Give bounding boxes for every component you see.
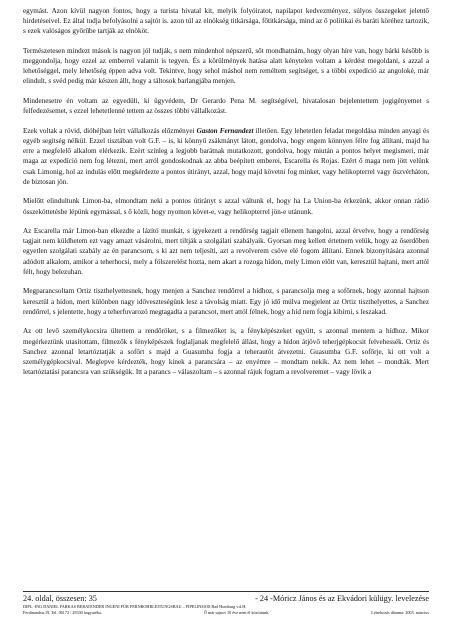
company-info: DIPL.-ING DANIEL FARKAS BERATENDER INGENI FÜR FERNROHRLEITUNGSBAU – PIPELINES38 Bad Homburg v.d.H. <box>23 604 247 609</box>
page-number: 24. oldal, összesen: 35 <box>23 594 97 603</box>
memorial-note: Ő már sajnos 10 éve nem él közöttünk. <box>203 609 270 615</box>
paragraph-4 <box>23 126 429 187</box>
paragraph-4-rest: illetően. Egy lehetetlen feladat megoldása minden anyagi és egyéb segítség nélkül. Ezzel tisztában volt G.F. – is, ki könnyű zsákmányt látott, gondolva, hogy engem könnyen félre fog állítani, majd ha erre a megfelelő alkalom elérkezik. Ezért színleg a legjobb barátnak mutatkozott, gondolva, hogy miután a pontos helyet megismeri, már maga az expedíció nem fog létezni, mert arról gondoskodnak az abba beépített emberei, Escarella és Rojas. Ezért ő maga nem jött velünk csak Limonig, hol az indulás előtt megkérdezte a pontos útirányt, azzal, hogy majd követni fog minket, vagy helikopterrel vagy őszvérháton, de biztosan jön. <box>23 126 429 186</box>
address-info: Ferdinandstr.19, Tel. 06172 / 29330 hagyatéka. <box>23 609 102 615</box>
paragraph-7: Megparancsoltam Ortiz tiszthelyettesnek, hogy menjen a Sanchez rendőrrel a hídhoz, s parancsolja meg a sofőrnek, hogy azonnal hajtson keresztül a hídon, mert különben nagy időveszteségünk lesz a távolság miatt. Egy jó idő múlva megjelent az Ortiz tiszthelyettes, a Sanchez rendőrrel, s jelentette, hogy a teherfuvarozó megtagadta a parancsot, mert attól félnek, hogy a híd nem fogja kibírni, s leszakad. <box>23 287 429 316</box>
creation-date: Létrehozás dátuma: 2003. március <box>371 609 429 615</box>
paragraph-8: Az ott levő személykocsira ültettem a rendőröket, s a filmezőket is, a fényképészeket együtt, s azonnal mentem a hídhoz. Mikor megérkeztünk utasítottam, filmezők s fényképészek foglaljanak megfelelő állást, hogy a hídon átjövő teherjgépkocsit felvehessék. Ortiz és Sanchez azonnal letartóztatják a sofőrt s majd a Guasumba fogja a teherautót átvezetni. Guasumba G.F. sofőrje, ki ott volt a személygépkocsival. Meglepve kérdezték, hogy kinek a parancsára – az enyémre – mondtam nekik. Az nem lehet – mondták. Mert letartóztatási parancsra van szükségük. Itt a parancs – válaszoltam – s azonnal rájuk fogtam a revolveremet – vagy lövik a <box>23 327 429 377</box>
paragraph-4-lead: Ezek voltak a rövid, dióhéjban leírt vállalkozás előzményei <box>23 126 197 135</box>
paragraph-3: Mindenesetre én voltam az egyedüli, ki ügyvédem, Dr Gerardo Pena M. segítségével, hivatalosan bejelentettem jogigényemet s felfedezésemet, s ezzel lehetetlenné tettem az összes többi vállalkozást. <box>23 97 429 116</box>
footer-divider <box>23 591 429 592</box>
paragraph-2: Természetesen mindezt mások is nagyon jól tudják, s nem mindenhol népszerű, sőt mondhatnám, hogy olyan híre van, hogy bárki később is meggondolja, hogy ezzel az emberrel valamit is tegyen. És a körülmények hatása alatt kénytelen voltam a kérdést megoldani, s azzal a lehetőséggel, mely lehetőség éppen adva volt. Tekintve, hogy sehol máshol nem reméltem segítséget, s a többi expedíció az angoloké, már elindult, s svéd pedig már készen állt, hogy a táltosok barlangjába menjen. <box>23 46 429 86</box>
emphasized-name: Gaston Fernandezt <box>196 126 254 135</box>
paragraph-1: egymást. Azon kívül nagyon fontos, hogy a turista hivatal kit, melyik folyóiratot, napilapot kedvezményez, súlyos összegeket jelentő hirdetéseivel. Ez által tudja befolyásolni a sajtót is. azon túl az elnökség titkársága, főtitkársága, mind az ő politikai és baráti köréhez tartozik, s ezek valóságos győrűbe tartják az elnököt. <box>23 7 429 36</box>
footer-main-line <box>23 594 429 604</box>
paragraph-5: Mielőtt elindultunk Limon-ba, elmondtam neki a pontos útirányt s azzal váltunk el, hogy ha La Union-ba érkezünk, akkor onnan rádió összeköttetésbe lépünk egymással, s ő közli, hogy nyomon követ-e, vagy helikopterrel jön-e utánunk. <box>23 197 429 216</box>
document-body <box>23 6 429 377</box>
paragraph-6: Az Escarella már Limon-ban elkezdte a lázító munkát, s igyekezett a rendőrség tagjait ellenem hangolni, azzal érvelve, hogy a rendőrség tagjait nem küldhetem ezt vagy amazt vásárolni, mert tiltják a szolgálati szabályaik. Gyorsan meg kellett értetnem velük, hogy az őserdőben egyetlen szolgálati szabály az én parancsom, s ki azt nem teljesíti, azt a revolverem csöve elé fogom állítani. Ennek bizonyítására azonnal adódott alkalom, amikor a teherhocsi, mely a fölszerelést hozta, nem akart a rozoga hídon, mely Limon előtt van, keresztül hajtani, mert attól félt, hogy belezuhan. <box>23 227 429 276</box>
footer-address-line <box>23 610 429 616</box>
letter-title: - 24 -Móricz János és az Ekvádori külügy. levelezése <box>255 594 429 603</box>
page-footer <box>23 591 429 615</box>
